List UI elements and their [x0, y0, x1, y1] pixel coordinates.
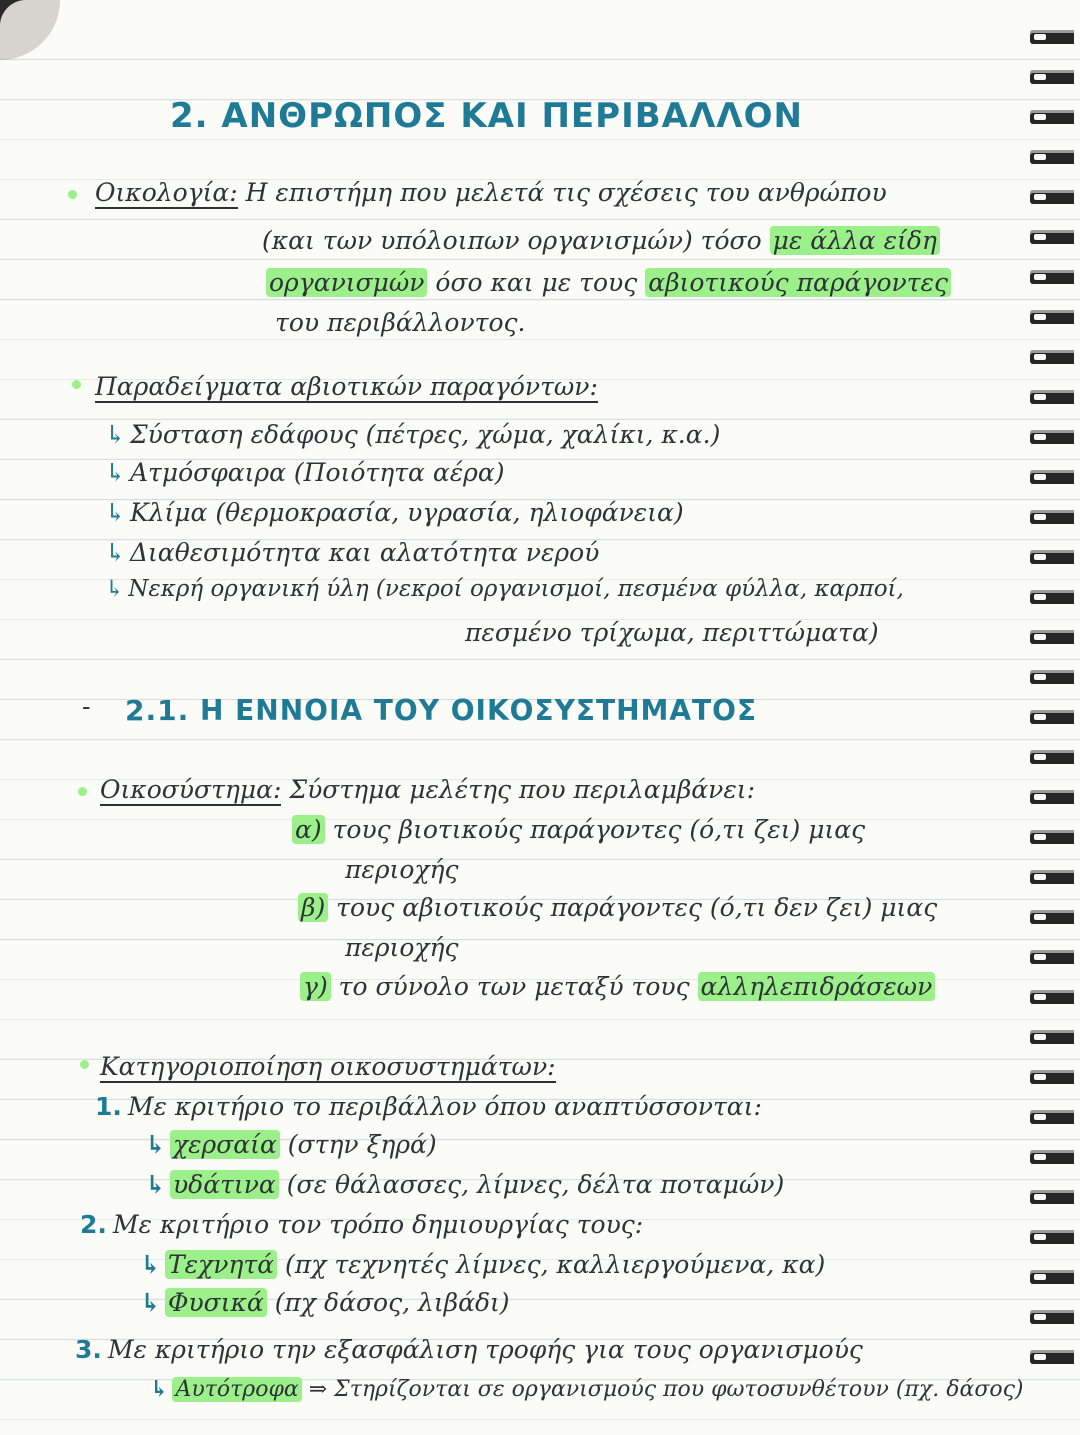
abiotic-item-text: Σύσταση εδάφους (πέτρες, χώμα, χαλίκι, κ.α.): [129, 420, 721, 449]
ecosystem-def: Σύστημα μελέτης που περιλαμβάνει:: [289, 775, 756, 804]
binding-ring: [1030, 790, 1074, 804]
binding-ring: [1030, 950, 1074, 964]
abiotic-item-text: Κλίμα (θερμοκρασία, υγρασία, ηλιοφάνεια): [129, 498, 684, 527]
highlight: αβιοτικούς παράγοντες: [645, 268, 951, 297]
binding-ring: [1030, 1310, 1074, 1324]
spiral-binding: [1024, 30, 1080, 1430]
abiotic-item: [105, 498, 684, 527]
binding-ring: [1030, 510, 1074, 524]
binding-ring: [1030, 630, 1074, 644]
binding-ring: [1030, 230, 1074, 244]
criterion-text: Με κριτήριο τον τρόπο δημιουργίας τους:: [112, 1210, 644, 1239]
criterion-2-b: [140, 1288, 510, 1317]
ecology-line-1: [95, 178, 887, 207]
bullet: [68, 190, 77, 199]
criterion-2: [80, 1210, 643, 1239]
binding-ring: [1030, 670, 1074, 684]
classification-heading-text: Κατηγοριοποίηση οικοσυστημάτων:: [100, 1052, 556, 1081]
binding-ring: [1030, 870, 1074, 884]
ecosystem-item-a-cont: περιοχής: [345, 855, 459, 884]
binding-ring: [1030, 310, 1074, 324]
ecology-line-2: [262, 226, 940, 255]
binding-ring: [1030, 550, 1074, 564]
binding-ring: [1030, 390, 1074, 404]
binding-ring: [1030, 1110, 1074, 1124]
ecosystem-line: [100, 775, 755, 804]
abiotic-item: [105, 538, 599, 567]
item-text: το σύνολο των μεταξύ τους: [338, 972, 698, 1001]
binding-ring: [1030, 430, 1074, 444]
highlight: αλληλεπιδράσεων: [698, 972, 936, 1001]
arrow-icon: ↳: [105, 420, 126, 449]
abiotic-item: [105, 458, 504, 487]
binding-ring: [1030, 350, 1074, 364]
highlight: με άλλα είδη: [770, 226, 940, 255]
ecology-def-1: Η επιστήμη που μελετά τις σχέσεις του ανθρώπου: [245, 178, 887, 207]
binding-ring: [1030, 590, 1074, 604]
highlight: Φυσικά: [165, 1288, 267, 1317]
arrow-icon: ↳: [145, 1130, 166, 1159]
item-label: γ): [300, 972, 331, 1001]
binding-ring: [1030, 1150, 1074, 1164]
item-label: α): [292, 815, 325, 844]
ecosystem-item-b-cont: περιοχής: [345, 933, 459, 962]
criterion-1-a: [145, 1130, 437, 1159]
binding-ring: [1030, 70, 1074, 84]
ecology-def-3: όσο και με τους: [427, 268, 646, 297]
page-title: 2. ΑΝΘΡΩΠΟΣ ΚΑΙ ΠΕΡΙΒΑΛΛΟΝ: [170, 96, 803, 136]
arrow-icon: ↳: [105, 576, 125, 602]
binding-ring: [1030, 30, 1074, 44]
criterion-1-b: [145, 1170, 784, 1199]
binding-ring: [1030, 470, 1074, 484]
binding-ring: [1030, 110, 1074, 124]
criterion-2-a: [140, 1250, 825, 1279]
criterion-item-text: (σε θάλασσες, λίμνες, δέλτα ποταμών): [278, 1170, 785, 1199]
criterion-text: Με κριτήριο το περιβάλλον όπου αναπτύσσονται:: [127, 1092, 762, 1121]
highlight: χερσαία: [170, 1130, 280, 1159]
binding-ring: [1030, 1350, 1074, 1364]
criterion-number: 2.: [80, 1210, 107, 1239]
criterion-item-text: ⇒ Στηρίζονται σε οργανισμούς που φωτοσυνθέτουν (πχ. δάσος): [301, 1377, 1024, 1402]
binding-ring: [1030, 190, 1074, 204]
item-text: τους αβιοτικούς παράγοντες (ό,τι δεν ζει) μιας: [336, 893, 938, 922]
bullet: [78, 787, 87, 796]
ecosystem-item-b: [298, 893, 937, 922]
classification-heading: [100, 1052, 556, 1081]
ecosystem-term: Οικοσύστημα:: [100, 775, 282, 804]
bullet: [72, 380, 81, 389]
arrow-icon: ↳: [140, 1288, 161, 1317]
ecosystem-item-c: [300, 972, 935, 1001]
arrow-icon: ↳: [145, 1170, 166, 1199]
ecology-line-4: του περιβάλλοντος.: [275, 308, 526, 337]
binding-ring: [1030, 990, 1074, 1004]
highlight: οργανισμών: [266, 268, 427, 297]
criterion-number: 3.: [75, 1335, 102, 1364]
section-subtitle: 2.1. Η ΕΝΝΟΙΑ ΤΟΥ ΟΙΚΟΣΥΣΤΗΜΑΤΟΣ: [125, 694, 758, 727]
criterion-3: [75, 1335, 863, 1364]
binding-ring: [1030, 710, 1074, 724]
item-text: τους βιοτικούς παράγοντες (ό,τι ζει) μιας: [332, 815, 866, 844]
arrow-icon: ↳: [105, 498, 126, 527]
ecosystem-item-a: [292, 815, 865, 844]
abiotic-item-text: Νεκρή οργανική ύλη (νεκροί οργανισμοί, πεσμένα φύλλα, καρποί,: [128, 576, 904, 602]
item-label: β): [298, 893, 328, 922]
ecology-term: Οικολογία:: [95, 178, 238, 207]
abiotic-item-text: Διαθεσιμότητα και αλατότητα νερού: [129, 538, 600, 567]
arrow-icon: ↳: [140, 1250, 161, 1279]
criterion-number: 1.: [95, 1092, 122, 1121]
binding-ring: [1030, 910, 1074, 924]
binding-ring: [1030, 750, 1074, 764]
binding-ring: [1030, 1270, 1074, 1284]
abiotic-item: [105, 420, 720, 449]
criterion-item-text: (πχ δάσος, λιβάδι): [266, 1288, 510, 1317]
binding-ring: [1030, 830, 1074, 844]
binding-ring: [1030, 150, 1074, 164]
binding-ring: [1030, 270, 1074, 284]
bullet: [80, 1060, 89, 1069]
abiotic-heading-text: Παραδείγματα αβιοτικών παραγόντων:: [95, 372, 598, 401]
binding-ring: [1030, 1230, 1074, 1244]
abiotic-item: [105, 576, 904, 602]
criterion-item-text: (στην ξηρά): [279, 1130, 437, 1159]
ecology-line-3: [266, 268, 951, 297]
highlight: Τεχνητά: [165, 1250, 277, 1279]
criterion-text: Με κριτήριο την εξασφάλιση τροφής για τους οργανισμούς: [107, 1335, 863, 1364]
dash: -: [82, 692, 91, 721]
criterion-3-a: [150, 1376, 1024, 1402]
highlight: Αυτότροφα: [172, 1377, 301, 1402]
criterion-item-text: (πχ τεχνητές λίμνες, καλλιεργούμενα, κα): [277, 1250, 826, 1279]
binding-ring: [1030, 1070, 1074, 1084]
binding-ring: [1030, 1030, 1074, 1044]
criterion-1: [95, 1092, 762, 1121]
binding-ring: [1030, 1190, 1074, 1204]
arrow-icon: ↳: [150, 1376, 169, 1402]
arrow-icon: ↳: [105, 538, 126, 567]
ecology-def-2: (και των υπόλοιπων οργανισμών) τόσο: [262, 226, 770, 255]
highlight: υδάτινα: [170, 1170, 279, 1199]
abiotic-item-text: Ατμόσφαιρα (Ποιότητα αέρα): [129, 458, 505, 487]
arrow-icon: ↳: [105, 458, 126, 487]
page-corner: [0, 0, 60, 60]
abiotic-heading: [95, 372, 598, 401]
abiotic-item-continued: πεσμένο τρίχωμα, περιττώματα): [465, 618, 879, 647]
